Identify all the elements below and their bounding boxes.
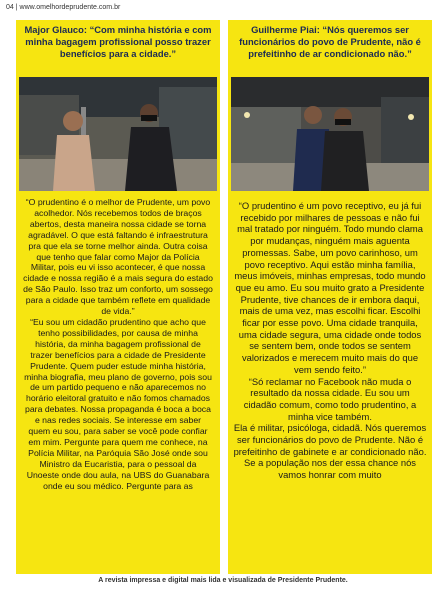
- page-number: 04: [6, 4, 14, 11]
- article-text: “O prudentino é um povo receptivo, eu já fui recebido por milhares de pessoas e não fui mal tratado por ninguém. Todo mundo clama por mudanças, ninguém mais aguenta promessas. Sabe, um povo carinhoso, um povo receptivo. Aqui estão minha família, meus imóveis, minhas empresas, todo mundo que eu amo. Eu sou muito grato a Presidente Prudente, tive chances de ir embora daqui, mais de uma vez, mas escolhi ficar. Escolhi ficar por esse povo. Uma cidade tranquila, uma cidade segura, uma cidade onde todos se sentem bem, onde todos se sentem valorizados e merecem muito mais do que vem sendo feito.” “Só reclamar no Facebook não muda o resultado da nossa cidade. Eu sou um cidadão comum, como todo prudentino, a minha vice também. Ela é militar, psicóloga, cidadã. Nós queremos ser funcionários do povo de Prudente. Não é prefeitinho de gabinete e ar condicionado não. Se a população nos der essa chance nós vamos honrar com muito: [233, 200, 427, 481]
- photo-illustration: [231, 77, 429, 191]
- page-number-and-site: 04 | www.omelhordeprudente.com.br: [6, 4, 121, 11]
- interview-photo: [231, 77, 429, 191]
- article-headline: Major Glauco: “Com minha história e com minha bagagem profissional posso trazer benefícios para a cidade.”: [24, 24, 212, 59]
- photo-illustration: [19, 77, 217, 191]
- article-guilherme-piai: [228, 20, 432, 574]
- article-major-glauco: [16, 20, 220, 574]
- article-headline: Guilherme Piai: “Nós queremos ser funcionários do povo de Prudente, não é prefeitinho de ar condicionado não.”: [239, 24, 421, 59]
- site-url[interactable]: www.omelhordeprudente.com.br: [19, 4, 121, 11]
- interview-photo: [19, 77, 217, 191]
- article-body: [233, 200, 427, 481]
- page-footer: A revista impressa e digital mais lida e visualizada de Presidente Prudente.: [98, 577, 348, 584]
- article-text: “O prudentino é o melhor de Prudente, um povo acolhedor. Nós recebemos todos de braços abertos, desta maneira nossa cidade se torna agradável. O que está faltando é infraestrutura pra que ela se torne melhor ainda. Outra coisa que tenho que falar como Major da Polícia Militar, pois eu vi isso acontecer, é que nossa cidade e nossa região é a mais segura do estado de São Paulo. Isso traz um conforto, um sossego para a cidade que também reflete em qualidade de vida.” “Eu sou um cidadão prudentino que acho que tenho possibilidades, por causa de minha história, da minha bagagem profissional de trazer benefícios para a cidade de Presidente Prudente. Quem puder estude minha história, minha biografia, meu plano de governo, pois sou de um partido pequeno e não aparecemos no horário eleitoral gratuito e não fomos chamados para debates. Nossa propaganda é boca a boca e nas redes sociais. Se interesse em saber quem eu sou, para saber se você pode confiar em mim. Pergunte para quem me conhece, na Polícia Militar, na Paróquia São José onde sou Ministro da Eucaristia, para o pessoal da Unoeste onde dou aula, na UBS do Guanabara onde eu sou médico. Pergunte para as: [23, 197, 213, 491]
- page-header: [0, 0, 446, 18]
- article-body: [23, 197, 213, 491]
